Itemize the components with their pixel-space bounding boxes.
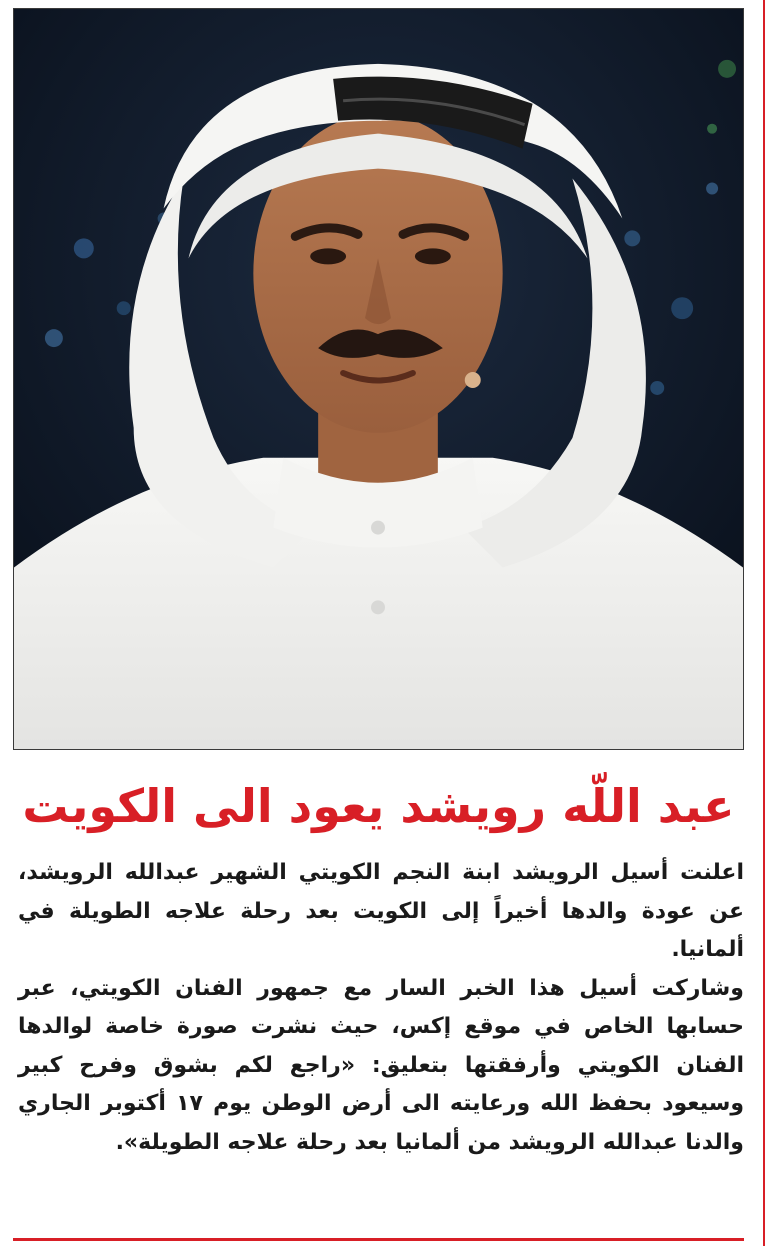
article-photo [13, 8, 744, 750]
portrait-illustration [14, 9, 743, 749]
article-paragraph-2: وشاركت أسيل هذا الخبر السار مع جمهور الفنان الكويتي، عبر حسابها الخاص في موقع إكس، حيث نشرت صورة خاصة لوالدها الفنان الكويتي وأرفقتها بتعليق: «راجع لكم بشوق وفرح كبير وسيعود بحفظ الله ورعايته الى أرض الوطن يوم ١٧ أكتوبر الجاري والدنا عبدالله الرويشد من ألمانيا بعد رحلة علاجه الطويلة». [18, 975, 745, 1155]
article-body [18, 854, 744, 1162]
bottom-rule [13, 1238, 744, 1241]
column-rule [763, 0, 765, 1246]
article-headline: عبد اللّه رويشد يعود الى الكويت [22, 779, 735, 833]
article-paragraph-1: اعلنت أسيل الرويشد ابنة النجم الكويتي الشهير عبدالله الرويشد، عن عودة والدها أخيراً إلى الكويت بعد رحلة علاجه الطويلة في ألمانيا. [18, 860, 744, 962]
